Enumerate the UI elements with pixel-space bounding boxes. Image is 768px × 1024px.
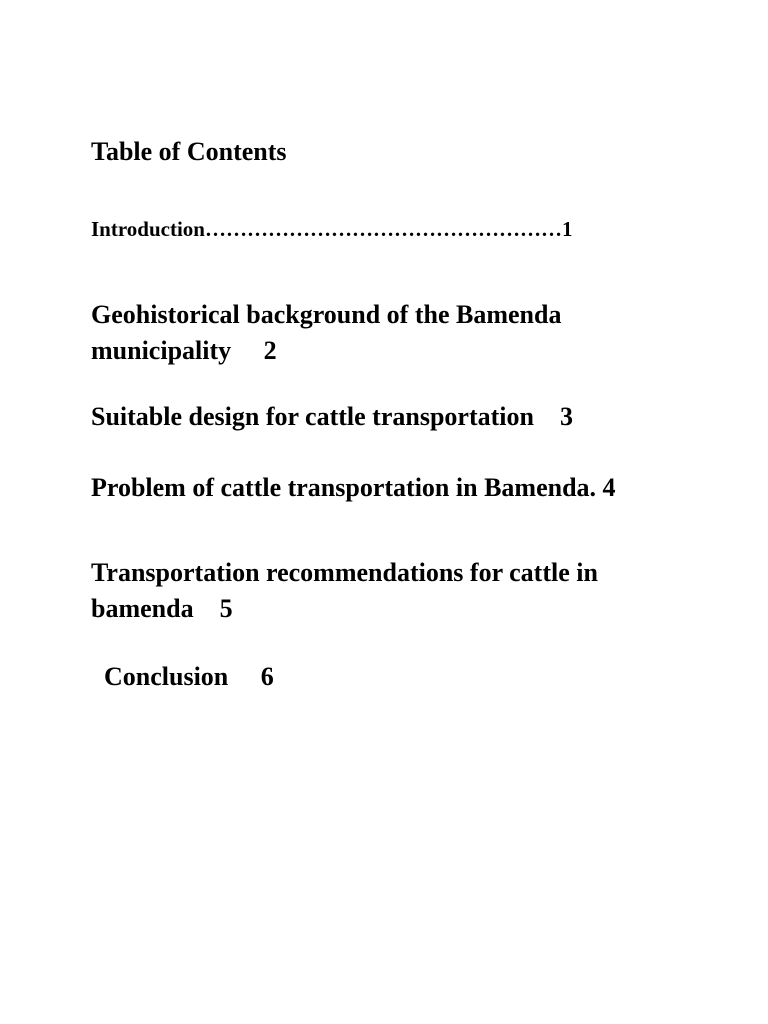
- toc-entry-suitable-design: Suitable design for cattle transportation 3: [91, 402, 573, 431]
- toc-title: Table of Contents: [91, 137, 287, 166]
- toc-entry-problem: Problem of cattle transportation in Bamenda. 4: [91, 473, 616, 502]
- toc-entry-recommendations: Transportation recommendations for cattle in bamenda 5: [91, 558, 605, 623]
- toc-entry-introduction: Introduction……………………………………………1: [91, 217, 573, 241]
- toc-entry-conclusion: Conclusion 6: [104, 662, 274, 691]
- toc-entry-geohistorical-background: Geohistorical background of the Bamenda municipality 2: [91, 300, 568, 365]
